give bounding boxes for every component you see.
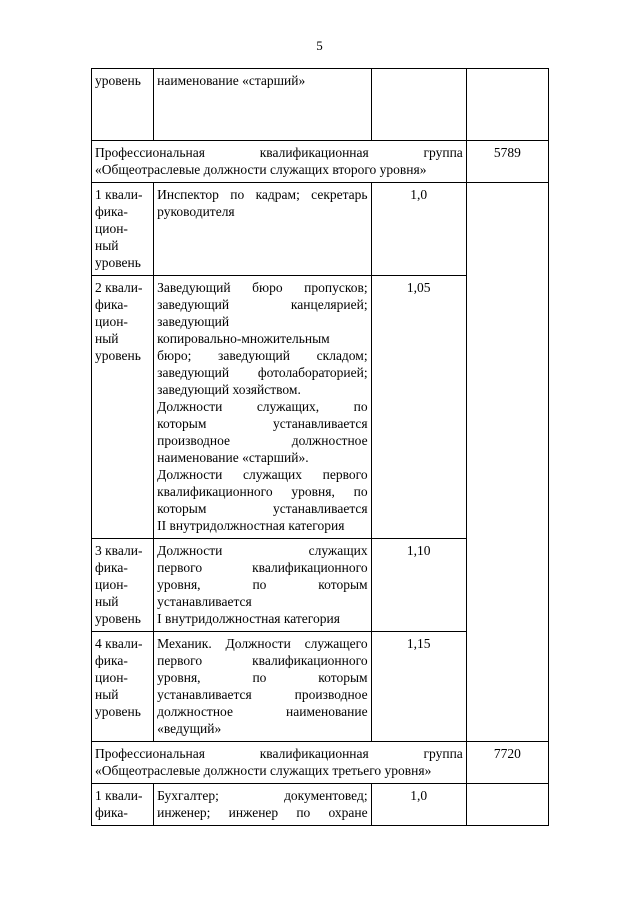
page-number: 5 xyxy=(316,38,323,53)
group-title-cell xyxy=(92,742,467,784)
table-row xyxy=(92,183,549,276)
group-header-row xyxy=(92,742,549,784)
level-text: уровень xyxy=(95,73,141,88)
description-cell xyxy=(154,69,371,141)
description-cell: Бухгалтер; документовед; инженер; инженер по охране xyxy=(154,784,371,826)
description-cell: Должности служащих первого квалификационного уровня, по которым устанавливается I внутридолжностная категория xyxy=(154,539,371,632)
salary-cell: 7720 xyxy=(466,742,548,784)
salary-cell xyxy=(466,784,548,826)
level-cell: 3 квали- фика- цион- ный уровень xyxy=(92,539,154,632)
coefficient-cell: 1,05 xyxy=(371,276,466,539)
level-cell: 4 квали- фика- цион- ный уровень xyxy=(92,632,154,742)
description-cell: Инспектор по кадрам; секретарь руководителя xyxy=(154,183,371,276)
group-title-cell xyxy=(92,141,467,183)
group-title-line: «Общеотраслевые должности служащих третьего уровня» xyxy=(95,763,432,778)
table-row xyxy=(92,784,549,826)
salary-cell: 5789 xyxy=(466,141,548,183)
level-cell: 2 квали- фика- цион- ный уровень xyxy=(92,276,154,539)
group-title-line: «Общеотраслевые должности служащих второго уровня» xyxy=(95,162,427,177)
description-cell: Механик. Должности служащего первого квалификационного уровня, по которым устанавливается производное должностное наименование «ведущий» xyxy=(154,632,371,742)
group-title-line: Профессиональная квалификационная группа xyxy=(95,145,463,160)
description-text: наименование «старший» xyxy=(157,73,306,88)
group-title-line: Профессиональная квалификационная группа xyxy=(95,746,463,761)
group-header-row xyxy=(92,141,549,183)
coefficient-cell: 1,10 xyxy=(371,539,466,632)
level-cell: 1 квали- фика- xyxy=(92,784,154,826)
level-cell: 1 квали- фика- цион- ный уровень xyxy=(92,183,154,276)
coefficient-cell: 1,0 xyxy=(371,784,466,826)
qualification-table xyxy=(91,68,549,826)
level-cell xyxy=(92,69,154,141)
table-row xyxy=(92,69,549,141)
coefficient-cell xyxy=(371,69,466,141)
coefficient-cell: 1,0 xyxy=(371,183,466,276)
salary-cell xyxy=(466,69,548,141)
description-cell: Заведующий бюро пропусков; заведующий канцелярией; заведующий копировально-множительным бюро; заведующий складом; заведующий фотолабораторией; заведующий хозяйством. Должности служащих, по которым устанавливается производное должностное наименование «старший». Должности служащих первого квалификационного уровня, по которым устанавливается II внутридолжностная категория xyxy=(154,276,371,539)
coefficient-cell: 1,15 xyxy=(371,632,466,742)
salary-cell xyxy=(466,183,548,742)
